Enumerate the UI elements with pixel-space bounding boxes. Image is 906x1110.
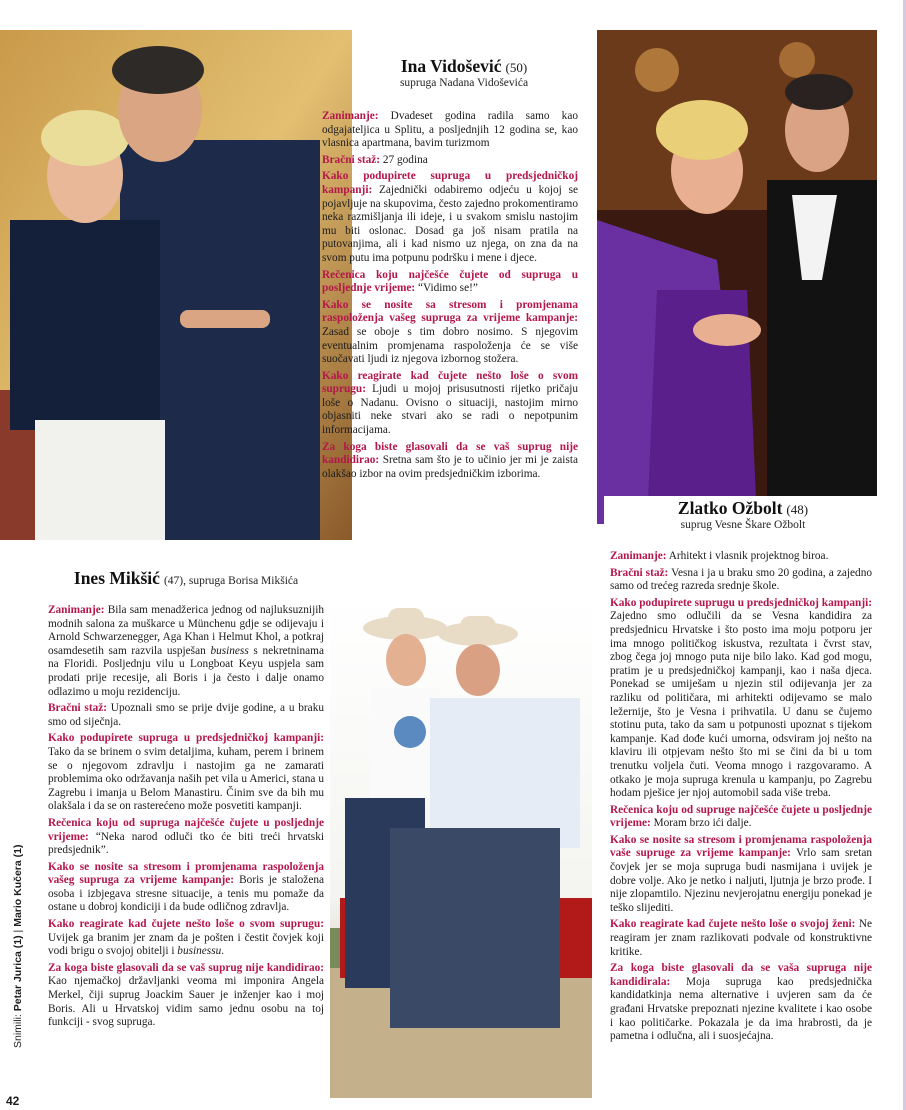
- photo-credit: [12, 844, 24, 1048]
- ina-sentence: [322, 269, 578, 296]
- ines-vote: [48, 962, 324, 1030]
- answer: Zajedno smo odlučili da se Vesna kandidira za predsjednicu Hrvatske i što posto ima moju potporu jer ima mnogo političkog iskustva, rezultata i čvrst stav, zbog čega joj mnogo puta nije bilo lako. Kad god mogu, pratim je u predsjedničkoj kampanji, kao i naša djeca. Ponekad se umiješam u njezin stil odijevanja jer za razliku od političara, mi arhitekti odijevamo se malo ležernije, što je Vesna i prihvatila. U danu se čujemo stotinu puta, tako da sam u potpunosti upoznat s tijekom kampanje. Kad dođe kući umorna, odsviram joj nešto na klaviru ili otpjevam nešto što mi se čini da bi u tom trenutku voljela čuti. Veoma mnogo i razgovaramo. A otkako je moja supruga krenula u kampanju, po Zagrebu hodam pješice jer njoj automobil sada više treba.: [610, 610, 872, 800]
- answer: Upoznali smo se prije dvije godine, a u braku smo od siječnja.: [48, 702, 324, 728]
- zlatko-reaction: [610, 918, 872, 959]
- question: Kako podupirete supruga u predsjedničkoj kampanji:: [322, 170, 578, 196]
- answer: Vesna i ja u braku smo 20 godina, a zajedno samo od trećeg razreda srednje škole.: [610, 566, 872, 593]
- ines-marriage: [48, 702, 324, 729]
- question: Kako se nosite sa stresom i promjenama raspoloženja vašeg supruga za vrijeme kampanje:: [322, 298, 578, 325]
- answer: Moram brzo ići dalje.: [650, 817, 752, 830]
- ines-name-header: [48, 568, 324, 589]
- zlatko-marriage: [610, 567, 872, 594]
- answer-italic: businessu: [177, 945, 222, 958]
- photo-vidosevic-couple: [0, 30, 352, 540]
- answer: Sretna sam što je to učinio jer mi je zaista olakšao izbor na ovim predsjedničkim izborima.: [322, 454, 578, 480]
- answer: Zasad se oboje s tim dobro nosimo. S njegovim eventualnim promjenama raspoloženja će se više suočavati ljudi iz njegova izbornog stožera.: [322, 325, 578, 366]
- question: Kako se nosite sa stresom i promjenama raspoloženja vaše supruge za vrijeme kampanje:: [610, 833, 872, 860]
- ina-age: (50): [505, 60, 528, 75]
- page-number: 42: [6, 1094, 20, 1108]
- zlatko-occupation: [610, 550, 872, 564]
- ina-marriage: [322, 154, 578, 168]
- zlatko-name: Zlatko Ožbolt: [677, 498, 783, 518]
- question: Rečenica koju najčešće čujete od supruga u posljednje vrijeme:: [322, 268, 578, 295]
- question: Za koga biste glasovali da se vaša supruga nije kandidirala:: [610, 962, 872, 988]
- ina-occupation: [322, 110, 578, 151]
- question: Kako se nosite sa stresom i promjenama raspoloženja vašeg supruga za vrijeme kampanje:: [48, 860, 324, 887]
- photo-miksic-couple: [330, 598, 592, 1098]
- ines-subtitle: supruga Borisa Mikšića: [186, 575, 299, 587]
- zlatko-name-header: [604, 496, 882, 531]
- question: Kako reagirate kad čujete nešto loše o svom suprugu:: [322, 369, 578, 396]
- answer: Ljudi u mojoj prisusutnosti rijetko pričaju loše o Nadanu. Ovisno o situaciji, nastojim mirno objasniti neke stvari ako se radi o nepotpunim informacijama.: [322, 383, 578, 437]
- zlatko-interview: [610, 550, 872, 1047]
- answer: 27 godina: [380, 153, 428, 166]
- question: Rečenica koju od supruga najčešće čujete u posljednje vrijeme:: [48, 816, 324, 843]
- question: Zanimanje:: [322, 110, 379, 122]
- question: Kako podupirete supruga u predsjedničkoj kampanji:: [48, 732, 324, 745]
- ina-interview: [322, 110, 578, 484]
- answer-italic: business: [210, 644, 249, 657]
- answer: Vrlo sam sretan čovjek jer se moja supruga budi nasmijana i uvijek je dobre volje. Ako je netko i naljuti, ljutnja je brzo prođe. I nije zlopamtilo. Njezinu nevjerojatnu energiju ponekad je teško slijediti.: [610, 847, 873, 914]
- question: Zanimanje:: [48, 604, 105, 616]
- ines-sentence: [48, 817, 324, 858]
- question: Bračni staž:: [48, 702, 108, 715]
- credit-photographer-1: Petar Jurica (1): [12, 935, 24, 1012]
- answer: Arhitekt i vlasnik projektnog biroa.: [666, 550, 829, 562]
- answer: Tako da se brinem o svim detaljima, kuham, perem i brinem se o njegovom zdravlju i nastojim ga ne zamarati problemima oko održavanja naših pet vila u Americi, stana u Zagrebu i imanja u Belom Manastiru. Činim sve da bih mu olakšala i da se on rasterećeno može posvetiti kampanji.: [48, 745, 324, 813]
- ina-name: Ina Vidošević: [400, 56, 502, 76]
- zlatko-subtitle: suprug Vesne Škare Ožbolt: [680, 519, 806, 531]
- ines-age: (47),: [163, 575, 186, 587]
- question: Za koga biste glasovali da se vaš suprug nije kandidirao:: [322, 440, 578, 467]
- question: Za koga biste glasovali da se vaš suprug nije kandidirao:: [48, 961, 324, 974]
- ina-name-header: [354, 56, 574, 89]
- zlatko-support: [610, 597, 872, 801]
- ina-support: [322, 170, 578, 265]
- ina-subtitle: supruga Nadana Vidoševića: [399, 77, 529, 89]
- question: Bračni staž:: [322, 153, 381, 166]
- question: Zanimanje:: [610, 550, 667, 562]
- zlatko-age: (48): [786, 502, 809, 517]
- credit-separator: |: [12, 926, 24, 936]
- zlatko-sentence: [610, 804, 872, 831]
- zlatko-stress: [610, 834, 872, 916]
- question: Bračni staž:: [610, 566, 669, 579]
- ines-interview: [48, 604, 324, 1033]
- answer: Dvadeset godina radila samo kao odgajateljica u Splitu, a posljednjih 12 godina se, kao vlasnica apartmana, bavim turizmom: [322, 110, 578, 150]
- answer: Ne reagiram jer znam razlikovati podvale od konstruktivne kritike.: [610, 918, 873, 958]
- question: Rečenica koju od supruge najčešće čujete u posljednje vrijeme:: [610, 803, 872, 830]
- question: Kako podupirete suprugu u predsjedničkoj kampanji:: [610, 596, 872, 609]
- ina-reaction: [322, 370, 578, 438]
- answer: Zajednički odabiremo odjeću u kojoj se pojavljuje na skupovima, često zajedno prokomentiramo neka razmišljanja ili ideje, i u svakom smislu nastojim mu biti oslonac. Dosad ga još nisam pratila na putovanjima, ali i kad nismo uz njega, on zna da na svom putu ima potpunu podršku i mene i djece.: [322, 183, 578, 264]
- credit-prefix: Snimili:: [12, 1011, 24, 1048]
- answer: Kao njemačkoj državljanki veoma mi imponira Angela Merkel, čiji suprug Joackim Sauer je inženjer kao i moj Boris. Ali u Hrvatskoj vidim samo jednu osobu na toj funkciji - svog supruga.: [48, 975, 324, 1029]
- ines-occupation: [48, 604, 324, 699]
- answer: s nekretninama na Floridi. Posljednju vilu u Longboat Keyu uspjela sam prodati prije recesije, ali Boris i ja često i dalje onamo odlazimo u moju rezidenciju.: [48, 644, 324, 698]
- answer: Boris je staložena osoba i izbjegava stresne situacije, a tenis mu pomaže da ostane u dobroj kondiciji i da bude odličnog zdravlja.: [48, 874, 324, 914]
- question: Kako reagirate kad čujete nešto loše o svojoj ženi:: [610, 918, 856, 931]
- answer: Moja supruga kao predsjednička kandidatkinja nema alternative i uvjeren sam da će građani Hrvatske prepoznati njezine kvalitete i kao osobe i kao političarke. Pokazala je da ima hrabrosti, da je pametna i odlučna, ali i suosjećajna.: [610, 975, 872, 1043]
- photo-ozbolt-couple: [597, 30, 877, 524]
- ines-support: [48, 732, 324, 814]
- credit-photographer-2: Mario Kučera (1): [12, 844, 24, 927]
- answer: Bila sam menadžerica jednog od najluksuznijih modnih salona za muškarce u Münchenu gdje se odijevaju i Arnold Schwarzenegger, Aga Khan i Helmut Khol, a potkraj osamdesetih sam razvila uspješan: [48, 604, 324, 657]
- ina-stress: [322, 299, 578, 367]
- ina-vote: [322, 441, 578, 482]
- question: Kako reagirate kad čujete nešto loše o svom suprugu:: [48, 918, 324, 931]
- zlatko-vote: [610, 962, 872, 1044]
- answer: Uvijek ga branim jer znam da je pošten i čestit čovjek koji vodi brigu o svojoj obitelji i: [48, 931, 324, 958]
- answer: “Vidimo se!”: [415, 282, 478, 295]
- answer: .: [221, 945, 225, 958]
- ines-name: Ines Mikšić: [73, 568, 160, 588]
- answer: “Neka narod odluči tko će biti treći hrvatski predsjednik”.: [48, 830, 324, 857]
- ines-stress: [48, 861, 324, 915]
- ines-reaction: [48, 918, 324, 959]
